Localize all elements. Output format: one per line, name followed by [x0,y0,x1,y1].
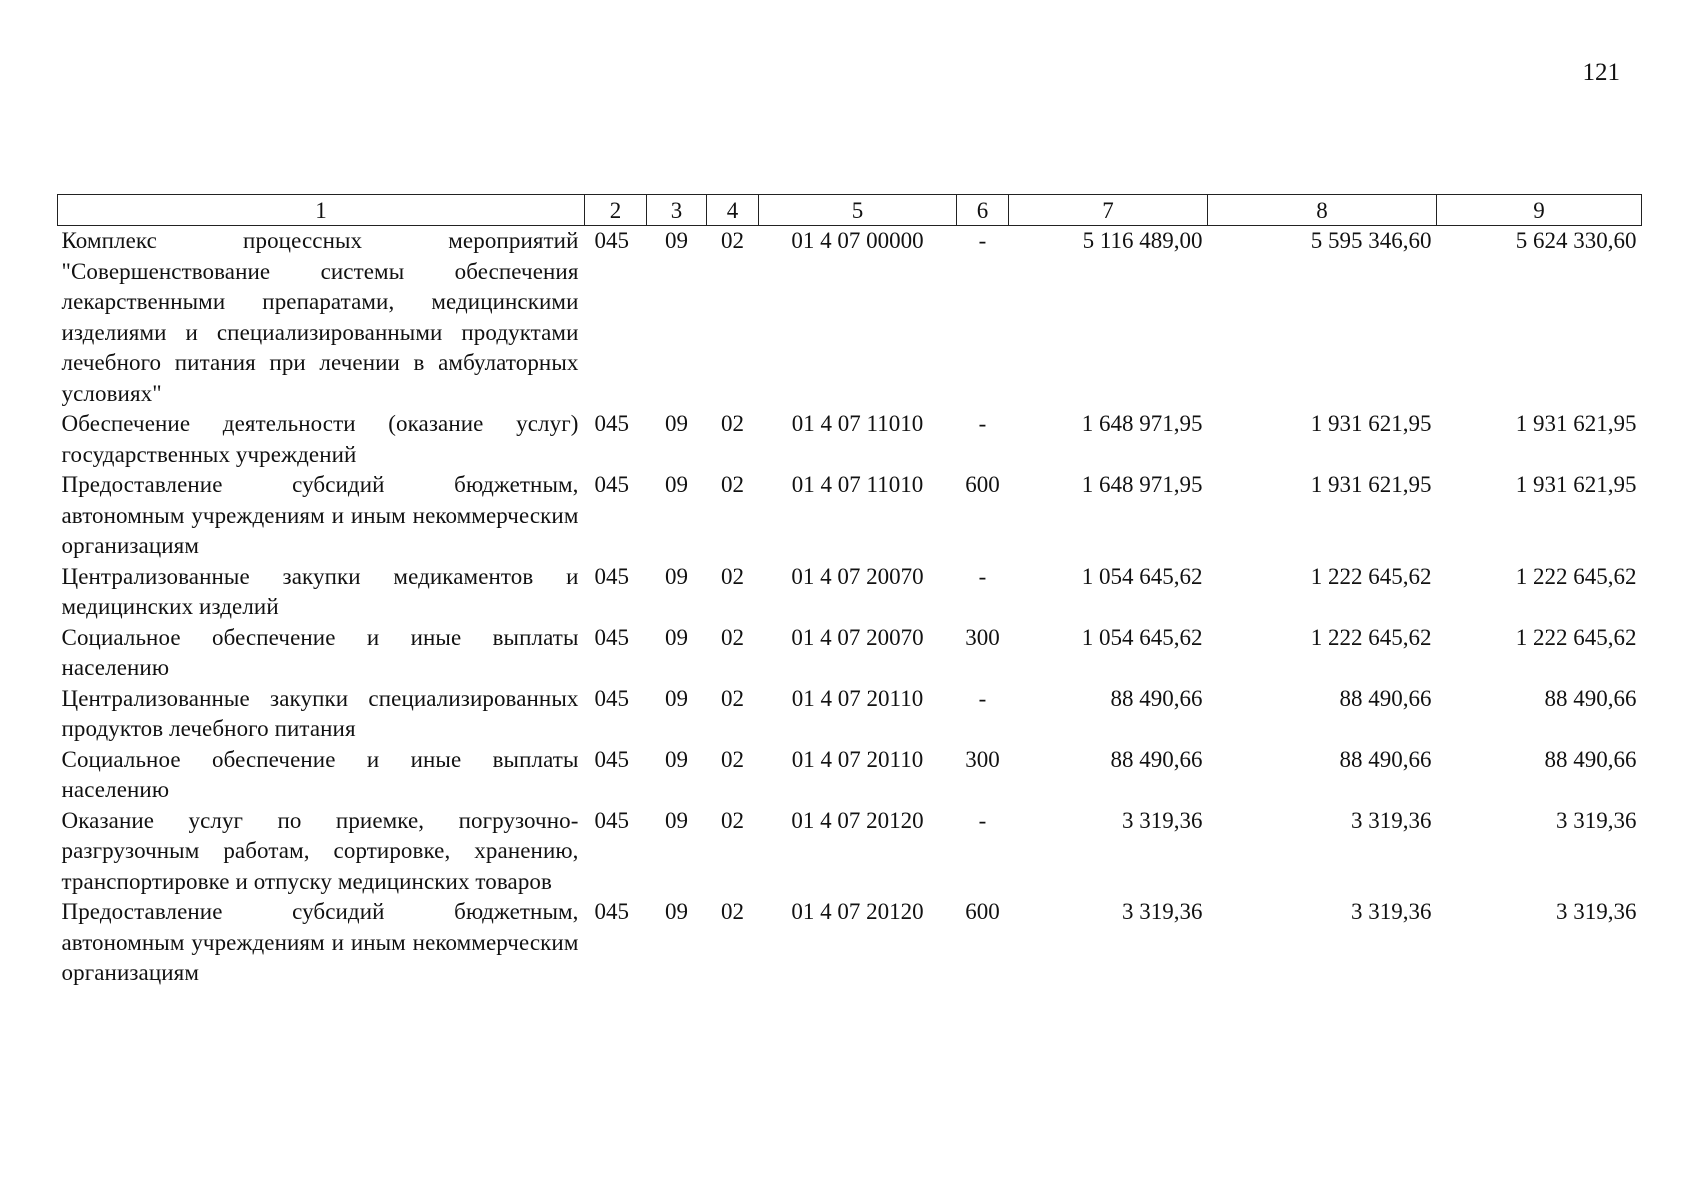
row-name: Предоставление субсидий бюджетным, автономным учреждениям и иным некоммерческим организациям [61,899,579,985]
header-col-5: 5 [759,195,957,226]
header-col-1: 1 [58,195,585,226]
header-row [58,195,1642,226]
row-col-2: 045 [594,563,629,589]
row-col-2: 045 [594,746,629,772]
table-row [58,470,1642,562]
row-col-7: 1 054 645,62 [1081,624,1203,650]
row-col-6: - [978,807,987,833]
row-col-6: - [978,228,987,253]
row-col-9: 1 931 621,95 [1515,472,1637,497]
row-col-8: 1 931 621,95 [1310,472,1432,497]
row-col-5: 01 4 07 20110 [791,685,924,711]
row-col-3: 09 [665,563,688,589]
row-col-8: 88 490,66 [1339,685,1432,711]
row-col-5: 01 4 07 20070 [791,624,924,650]
header-col-9: 9 [1437,195,1642,226]
row-col-8: 3 319,36 [1351,899,1432,924]
row-col-5: 01 4 07 11010 [791,411,924,436]
row-col-3: 09 [665,807,688,833]
table-row [58,684,1642,745]
table-row [58,745,1642,806]
table-row [58,226,1642,410]
budget-table [57,194,1642,989]
header-col-7: 7 [1009,195,1208,226]
row-col-9: 3 319,36 [1556,807,1637,833]
row-col-2: 045 [594,411,629,436]
row-col-7: 88 490,66 [1110,746,1203,772]
row-col-4: 02 [721,746,744,772]
row-col-4: 02 [721,411,744,436]
table-row [58,562,1642,623]
row-col-4: 02 [721,899,744,924]
row-col-5: 01 4 07 20120 [791,807,924,833]
row-name: Социальное обеспечение и иные выплаты населению [61,746,579,802]
row-col-9: 88 490,66 [1544,685,1637,711]
row-col-9: 3 319,36 [1556,899,1637,924]
header-col-3: 3 [647,195,707,226]
row-col-3: 09 [665,685,688,711]
row-col-5: 01 4 07 11010 [791,472,924,497]
header-col-2: 2 [585,195,647,226]
row-col-4: 02 [721,685,744,711]
row-col-9: 1 222 645,62 [1515,563,1637,589]
row-col-3: 09 [665,624,688,650]
row-col-2: 045 [594,807,629,833]
row-col-7: 1 054 645,62 [1081,563,1203,589]
row-col-9: 1 931 621,95 [1515,411,1637,436]
row-col-2: 045 [594,624,629,650]
row-col-6: 600 [965,472,1000,497]
row-col-3: 09 [665,746,688,772]
row-name: Обеспечение деятельности (оказание услуг) государственных учреждений [61,411,579,467]
row-col-5: 01 4 07 20070 [791,563,924,589]
table-row [58,897,1642,989]
row-col-2: 045 [594,899,629,924]
row-col-7: 1 648 971,95 [1081,472,1203,497]
row-col-6: - [978,411,987,436]
row-col-3: 09 [665,899,688,924]
row-col-7: 1 648 971,95 [1081,411,1203,436]
row-col-4: 02 [721,563,744,589]
row-col-5: 01 4 07 20110 [791,746,924,772]
row-name: Централизованные закупки специализированных продуктов лечебного питания [61,685,579,741]
row-col-2: 045 [594,685,629,711]
row-col-6: - [978,563,987,589]
row-col-8: 5 595 346,60 [1310,228,1432,253]
row-col-4: 02 [721,807,744,833]
row-col-3: 09 [665,472,688,497]
row-col-8: 88 490,66 [1339,746,1432,772]
row-col-2: 045 [594,472,629,497]
table-row [58,623,1642,684]
table-row [58,806,1642,898]
row-name: Социальное обеспечение и иные выплаты населению [61,624,579,680]
row-col-9: 1 222 645,62 [1515,624,1637,650]
row-name: Централизованные закупки медикаментов и медицинских изделий [61,563,579,619]
row-col-3: 09 [665,411,688,436]
row-col-7: 88 490,66 [1110,685,1203,711]
row-col-7: 5 116 489,00 [1082,228,1203,253]
header-col-4: 4 [707,195,759,226]
row-col-3: 09 [665,228,688,253]
row-name: Оказание услуг по приемке, погрузочно-разгрузочным работам, сортировке, хранению, транспортировке и отпуску медицинских товаров [61,807,579,894]
row-name: Комплекс процессных мероприятий "Совершенствование системы обеспечения лекарственными препаратами, медицинскими изделиями и специализированными продуктами лечебного питания при лечении в амбулаторных условиях" [61,228,579,406]
header-col-8: 8 [1208,195,1437,226]
row-col-5: 01 4 07 20120 [791,899,924,924]
row-col-2: 045 [594,228,629,253]
row-col-9: 5 624 330,60 [1515,228,1637,253]
row-col-7: 3 319,36 [1122,899,1203,924]
budget-table-container [57,194,1641,989]
row-col-4: 02 [721,624,744,650]
table-body [58,226,1642,989]
row-col-9: 88 490,66 [1544,746,1637,772]
page-number: 121 [1582,59,1620,86]
row-col-4: 02 [721,228,744,253]
row-col-6: 600 [965,899,1000,924]
table-header [58,195,1642,226]
row-col-6: 300 [965,746,1000,772]
row-col-6: - [978,685,987,711]
table-row [58,409,1642,470]
row-col-8: 1 222 645,62 [1310,624,1432,650]
row-col-5: 01 4 07 00000 [791,228,924,253]
row-col-6: 300 [965,624,1000,650]
row-col-7: 3 319,36 [1122,807,1203,833]
row-col-8: 1 931 621,95 [1310,411,1432,436]
row-col-8: 3 319,36 [1351,807,1432,833]
header-col-6: 6 [957,195,1009,226]
row-name: Предоставление субсидий бюджетным, автономным учреждениям и иным некоммерческим организациям [61,472,579,558]
row-col-4: 02 [721,472,744,497]
row-col-8: 1 222 645,62 [1310,563,1432,589]
